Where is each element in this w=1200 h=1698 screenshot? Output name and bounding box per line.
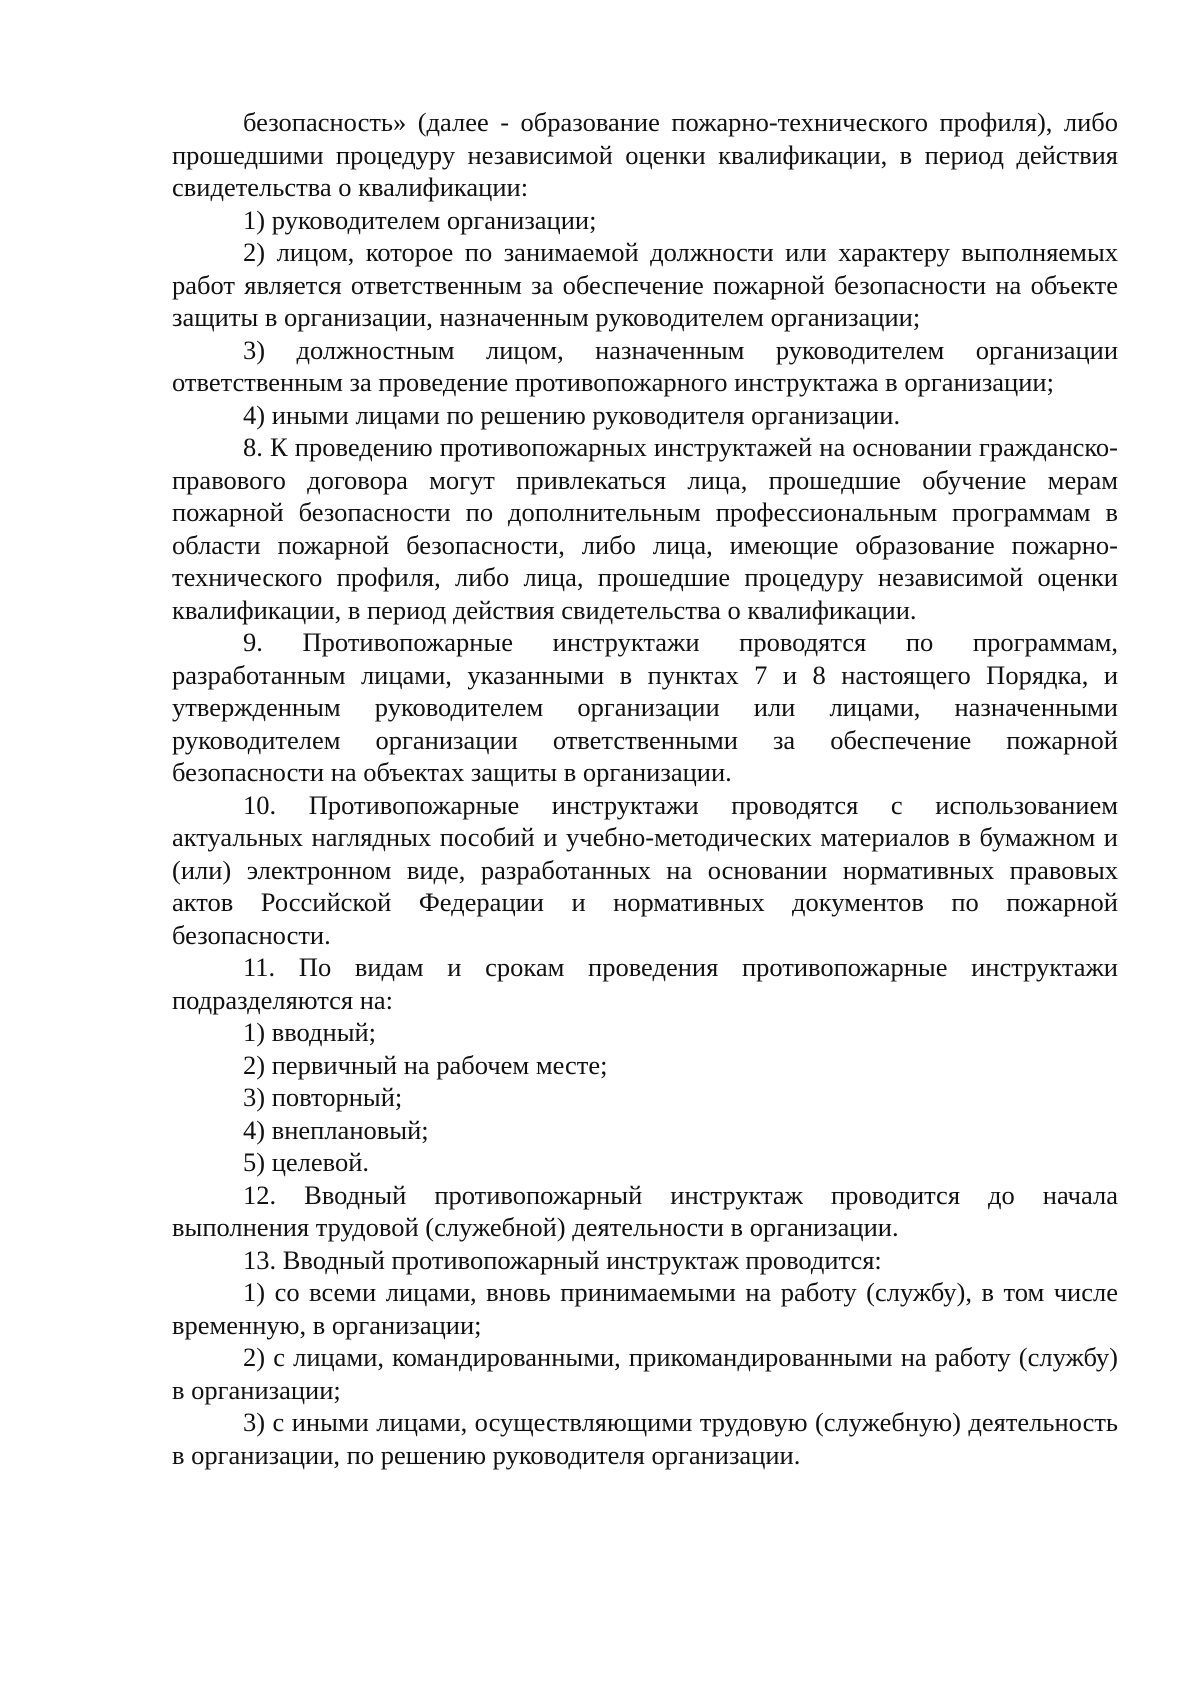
list-item-targeted: 5) целевой. bbox=[243, 1147, 370, 1177]
paragraph-continuation: безопасность» (далее - образование пожарно-технического профиля), либо прошедшими процедуру независимой оценки квалификации, в период действия свидетельства о квалификации: bbox=[172, 107, 1118, 202]
list-item-introductory: 1) вводный; bbox=[243, 1017, 377, 1047]
paragraph-9: 9. Противопожарные инструктажи проводятся по программам, разработанным лицами, указанными в пунктах 7 и 8 настоящего Порядка, и утвержденным руководителем организации или лицами, назначенными руководителем организации ответственными за обеспечение пожарной безопасности на объектах защиты в организации. bbox=[172, 627, 1118, 787]
list-item-official: 3) должностным лицом, назначенным руководителем организации ответственным за проведение противопожарного инструктажа в организации; bbox=[172, 334, 1118, 397]
paragraph-10: 10. Противопожарные инструктажи проводятся с использованием актуальных наглядных пособий и учебно-методических материалов в бумажном и (или) электронном виде, разработанных на основании нормативных правовых актов Российской Федерации и нормативных документов по пожарной безопасности. bbox=[172, 789, 1118, 950]
paragraph-11: 11. По видам и срокам проведения противопожарные инструктажи подразделяются на: bbox=[172, 952, 1118, 1015]
list-item-unscheduled: 4) внеплановый; bbox=[243, 1114, 429, 1145]
list-item-primary: 2) первичный на рабочем месте; bbox=[243, 1049, 608, 1080]
list-item-other-workers: 3) с иными лицами, осуществляющими трудовую (служебную) деятельность в организации, по решению руководителя организации. bbox=[172, 1407, 1118, 1470]
document-body bbox=[172, 106, 1118, 1471]
list-item-responsible-person: 2) лицом, которое по занимаемой должности или характеру выполняемых работ является ответственным за обеспечение пожарной безопасности на объекте защиты в организации, назначенным руководителем организации; bbox=[172, 237, 1118, 332]
list-item-repeated: 3) повторный; bbox=[243, 1082, 403, 1112]
paragraph-8: 8. К проведению противопожарных инструктажей на основании гражданско-правового договора могут привлекаться лица, прошедшие обучение мерам пожарной безопасности по дополнительным профессиональным программам в области пожарной безопасности, либо лица, имеющие образование пожарно-технического профиля, либо лица, прошедшие процедуру независимой оценки квалификации, в период действия свидетельства о квалификации. bbox=[172, 432, 1118, 625]
paragraph-12: 12. Вводный противопожарный инструктаж проводится до начала выполнения трудовой (служебной) деятельности в организации. bbox=[172, 1179, 1118, 1242]
list-item-seconded: 2) с лицами, командированными, прикомандированными на работу (службу) в организации; bbox=[172, 1342, 1118, 1405]
paragraph-13: 13. Вводный противопожарный инструктаж проводится: bbox=[243, 1244, 882, 1275]
list-item-other-persons: 4) иными лицами по решению руководителя организации. bbox=[243, 399, 901, 430]
list-item-new-employees: 1) со всеми лицами, вновь принимаемыми на работу (службу), в том числе временную, в организации; bbox=[172, 1277, 1118, 1340]
list-item-head-of-organization: 1) руководителем организации; bbox=[243, 204, 597, 235]
